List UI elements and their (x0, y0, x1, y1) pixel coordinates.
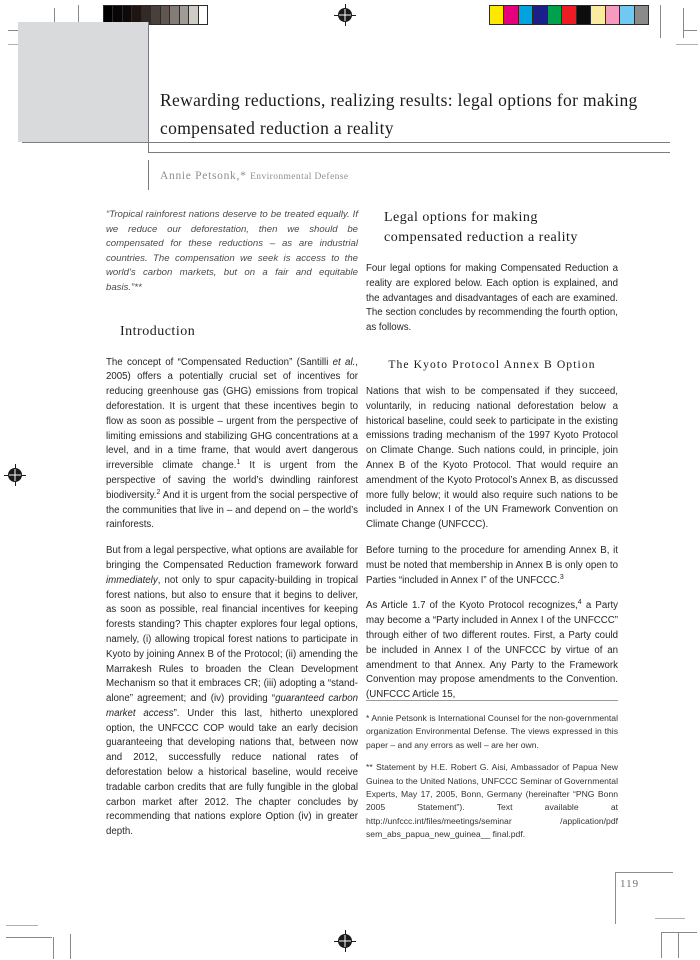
author-byline (160, 170, 620, 182)
gray-swatch-5 (151, 6, 160, 24)
gray-swatch-7 (170, 6, 179, 24)
subheading-kyoto-annex-b: The Kyoto Protocol Annex B Option (388, 357, 596, 371)
registration-target-left (4, 464, 26, 486)
author-affiliation: Environmental Defense (250, 172, 349, 182)
color-swatch-6 (577, 6, 591, 24)
gray-swatch-10 (199, 6, 207, 24)
heading-legal-options: Legal options for making compensated reduction a reality (384, 210, 578, 245)
page-title: Rewarding reductions, realizing results: legal options for making compensated reduction a reality (160, 90, 638, 138)
footnote-block (366, 712, 618, 851)
title-rule-horizontal (148, 152, 670, 153)
heading-introduction: Introduction (120, 323, 196, 339)
color-swatch-0 (490, 6, 504, 24)
crop-mark-top-right-h1 (683, 30, 697, 31)
crop-mark-bottom-left-v2 (70, 934, 71, 959)
body-paragraph: The concept of “Compensated Reduction” (Santilli et al., 2005) offers a potentially crucial set of incentives for reducing greenhouse gas (GHG) emissions from tropical deforestation. It is urgent that these incentives begin to flow as soon as possible – urgent from the perspective of limiting emissions and stabilizing GHG concentrations at a level, and in a time frame, that would avert dangerous irreversible climate change.$^1$ It is urgent from the perspective of saving the world’s dwindling rainforest biodiversity.$^2$ And it is urgent from the social perspective of the communities that live in – and depend on – the world’s rainforests. (106, 356, 358, 531)
color-swatch-2 (519, 6, 533, 24)
color-swatch-7 (591, 6, 605, 24)
footnote-item: * Annie Petsonk is International Counsel for the non-governmental organization Environmental Defense. The views expressed in this paper – and any errors as well – are her own. (366, 713, 618, 750)
color-swatch-8 (606, 6, 620, 24)
crop-mark-bottom-left-h1 (6, 937, 52, 938)
header-rule-horizontal-top (22, 142, 670, 143)
gray-swatch-6 (161, 6, 170, 24)
decorative-grey-panel (18, 22, 148, 142)
body-paragraph: Four legal options for making Compensated Reduction a reality are explored below. Each option is explained, and the advantages and disadvantages of each are examined. The section concludes by recommending the fourth option, as follows. (366, 263, 618, 334)
color-swatch-9 (620, 6, 634, 24)
crop-mark-bottom-right-v1 (661, 932, 662, 958)
color-calibration-bar (489, 5, 649, 25)
body-paragraph: Nations that wish to be compensated if they succeed, voluntarily, in reducing national deforestation below a historical baseline, could seek to participate in the existing emissions trading mechanism of the 1997 Kyoto Protocol on Climate Change. Such nations could, in principle, join Annex B of the Kyoto Protocol. That would require an amendment of the Kyoto Protocol’s Annex B, as discussed more fully below; it would also require such nations to be included in Annex I of the UN Framework Convention on Climate Change (UNFCCC). (366, 385, 618, 531)
footnote-item: ** Statement by H.E. Robert G. Aisi, Ambassador of Papua New Guinea to the United Nations, UNFCCC Seminar of Governmental Experts, May 17, 2005, Bonn, Germany (hereinafter “PNG Bonn 2005 Statement”). Text available at http://unfccc.int/files/meetings/seminar /application/pdf sem_abs_papua_new_guinea__ final.pdf. (366, 762, 618, 840)
crop-mark-bottom-left-h2 (6, 925, 38, 926)
crop-mark-bottom-right-v2 (678, 932, 679, 958)
byline-rule-vertical (148, 160, 149, 190)
body-paragraph: But from a legal perspective, what options are available for bringing the Compensated Reduction framework forward immediately, not only to spur capacity-building in tropical forest nations, but also to ensure that it begins to deliver, as soon as possible, real financial incentives for keeping forests standing? This chapter explores four legal options, namely, (i) allowing tropical forest nations to participate in Kyoto by joining Annex B of the Protocol; (ii) amending the Marrakesh Rules to broaden the Clean Development Mechanism so that it embraces CR; (iii) adopting a “stand-alone” agreement; and (iv) providing “guaranteed carbon market access”. Under this last, hitherto unexplored option, the UNFCCC COP would take an early decision guaranteeing that developing nations that, between now and 2012, successfully reduce national rates of deforestation below a historical baseline, would receive tradable carbon credits that are fully fungible in the global carbon market after 2012. The chapter concludes by recommending that nations explore Option (iv) in greater depth. (106, 545, 359, 838)
color-swatch-3 (533, 6, 547, 24)
epigraph-quote: “Tropical rainforest nations deserve to be treated equally. If we reduce our deforestation, then we should be compensated for these reductions – as are industrial countries. The compensation we seek is access to the world’s carbon markets, but on a fair and equitable basis.”** (106, 209, 358, 293)
left-column (106, 208, 358, 840)
registration-target-bottom (334, 930, 356, 952)
crop-mark-bottom-right-h1 (661, 932, 697, 933)
color-swatch-5 (562, 6, 576, 24)
title-rule-vertical (148, 74, 149, 152)
page-number: 119 (620, 878, 640, 890)
crop-mark-top-right-v1 (660, 5, 661, 38)
body-paragraph: Before turning to the procedure for amending Annex B, it must be noted that membership in Annex B is only open to Parties “included in Annex I” of the UNFCCC.$^3$ (366, 544, 618, 586)
color-swatch-1 (504, 6, 518, 24)
color-swatch-4 (548, 6, 562, 24)
right-column (366, 208, 618, 703)
crop-mark-top-right-v2 (683, 8, 684, 38)
author-name: Annie Petsonk,* (160, 170, 247, 182)
color-swatch-10 (635, 6, 648, 24)
crop-mark-top-right-h2 (676, 44, 698, 45)
page-number-corner (615, 872, 673, 924)
gray-swatch-8 (180, 6, 189, 24)
crop-mark-bottom-left-v1 (53, 937, 54, 959)
registration-target-top (334, 4, 356, 26)
gray-swatch-9 (189, 6, 198, 24)
footnote-separator-rule (366, 700, 618, 701)
body-paragraph: As Article 1.7 of the Kyoto Protocol recognizes,$^4$ a Party may become a “Party included in Annex I of the UNFCCC” through either of two different routes. First, a Party could be included in Annex I of the UNFCCC by virtue of an amendment to that Annex. Any Party to the Framework Convention may propose amendments to the Convention. (UNFCCC Article 15, (366, 599, 618, 701)
